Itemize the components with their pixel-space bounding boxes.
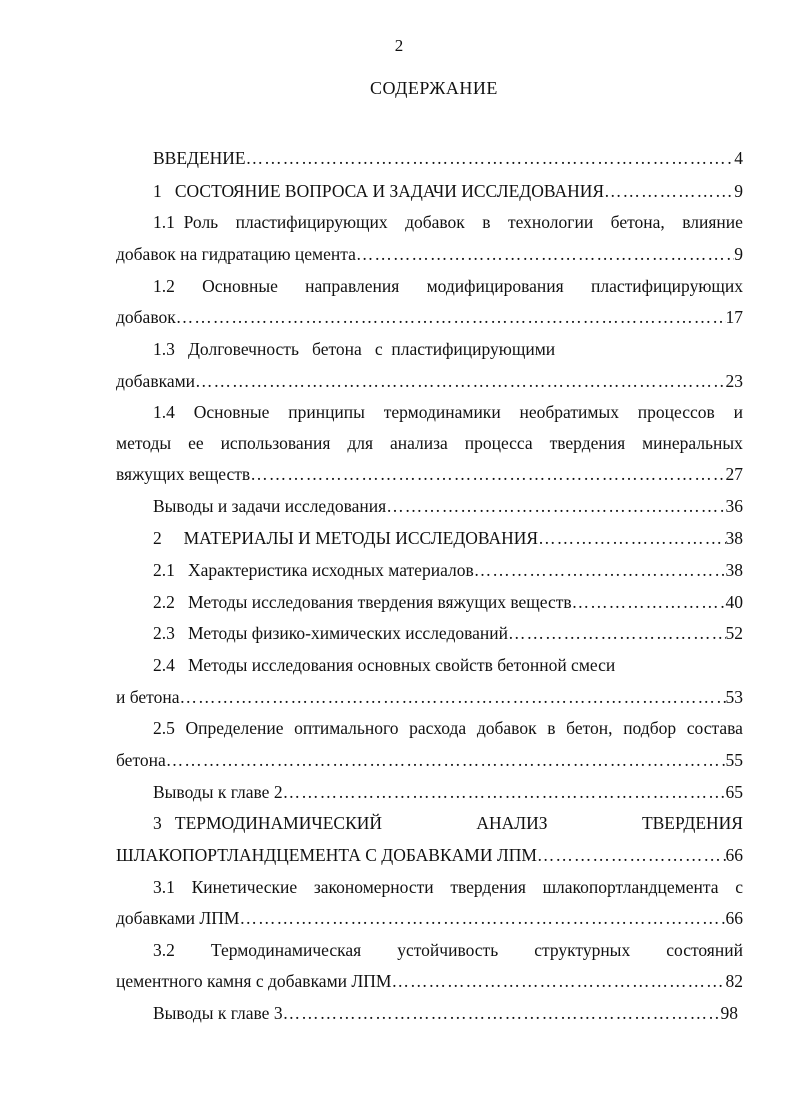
page-number: 2 (394, 36, 404, 55)
toc-entry-2-5-line1: 2.5 Определение оптимального расхода добавок в бетон, подбор состава (153, 718, 743, 738)
toc-entry-text: 2.3 Методы физико-химических исследований (153, 623, 509, 643)
toc-entry-chapter-2[interactable] (153, 527, 743, 549)
toc-entry-conclusions-2[interactable] (153, 781, 743, 803)
toc-entry-1-2-line1: 1.2 Основные направления модифицирования пластифицирующих (153, 276, 743, 296)
toc-entry-text: ВВЕДЕНИЕ (153, 148, 246, 168)
toc-page-number: 17 (725, 307, 743, 327)
toc-entry-text: и бетона (116, 687, 180, 707)
toc-entry-text: ШЛАКОПОРТЛАНДЦЕМЕНТА С ДОБАВКАМИ ЛПМ (116, 845, 537, 865)
toc-entry-1-3-line1: 1.3 Долговечность бетона с пластифицирующими (153, 339, 556, 359)
toc-entry-1-4-line2: методы ее использования для анализа процесса твердения минеральных (116, 433, 743, 453)
toc-entry-2-4-line1: 2.4 Методы исследования основных свойств бетонной смеси (153, 655, 616, 675)
toc-page-number: 23 (725, 371, 743, 391)
toc-entry-2-3[interactable] (153, 622, 743, 644)
toc-entry-1-2[interactable] (116, 306, 743, 328)
toc-entry-text: добавками ЛПМ (116, 908, 240, 928)
toc-entry-conclusions-3[interactable] (153, 1002, 738, 1024)
toc-entry-intro[interactable] (153, 147, 743, 169)
toc-entry-text: 2 МАТЕРИАЛЫ И МЕТОДЫ ИССЛЕДОВАНИЯ (153, 528, 539, 548)
toc-entry-text: 2.1 Характеристика исходных материалов (153, 560, 474, 580)
toc-entry-chapter-3-line1: 3 ТЕРМОДИНАМИЧЕСКИЙ АНАЛИЗ ТВЕРДЕНИЯ (153, 813, 743, 833)
toc-page-number: 40 (725, 592, 743, 612)
toc-entry-1-4[interactable] (116, 463, 743, 485)
toc-page-number: 98 (720, 1003, 738, 1023)
toc-entry-text: Выводы и задачи исследования (153, 496, 387, 516)
toc-entry-1-1[interactable] (116, 243, 743, 265)
toc-entry-2-1[interactable] (153, 559, 743, 581)
toc-entry-2-2[interactable] (153, 591, 743, 613)
page-title: СОДЕРЖАНИЕ (370, 78, 498, 98)
toc-entry-chapter-3[interactable] (116, 844, 743, 866)
toc-page-number: 55 (725, 750, 743, 770)
toc-page-number: 27 (725, 464, 743, 484)
toc-page-number: 52 (725, 623, 743, 643)
toc-page-number: 36 (725, 496, 743, 516)
toc-entry-1-4-line1: 1.4 Основные принципы термодинамики необратимых процессов и (153, 402, 743, 422)
toc-entry-1-1-line1: 1.1 Роль пластифицирующих добавок в технологии бетона, влияние (153, 212, 743, 232)
toc-entry-chapter-1[interactable] (153, 180, 743, 202)
toc-page-number: 66 (725, 908, 743, 928)
toc-entry-2-5[interactable] (116, 749, 743, 771)
toc-page-number: 65 (725, 782, 743, 802)
toc-entry-3-2-line1: 3.2 Термодинамическая устойчивость структурных состояний (153, 940, 743, 960)
toc-entry-3-2[interactable] (116, 970, 743, 992)
toc-entry-text: добавок на гидратацию цемента (116, 244, 356, 264)
toc-entry-text: добавками (116, 371, 196, 391)
toc-entry-text: 1 СОСТОЯНИЕ ВОПРОСА И ЗАДАЧИ ИССЛЕДОВАНИЯ (153, 181, 605, 201)
toc-page-number: 9 (734, 244, 743, 264)
toc-entry-text: бетона (116, 750, 166, 770)
toc-entry-text: вяжущих веществ (116, 464, 251, 484)
toc-entry-text: 2.2 Методы исследования твердения вяжущих веществ (153, 592, 572, 612)
toc-page-number: 82 (725, 971, 743, 991)
toc-entry-3-1-line1: 3.1 Кинетические закономерности твердения шлакопортландцемента с (153, 877, 743, 897)
toc-page-number: 38 (725, 528, 743, 548)
toc-entry-text: Выводы к главе 3 (153, 1003, 283, 1023)
toc-entry-text: Выводы к главе 2 (153, 782, 283, 802)
toc-entry-3-1[interactable] (116, 907, 743, 929)
toc-entry-text: добавок (116, 307, 176, 327)
toc-page-number: 53 (725, 687, 743, 707)
toc-entry-2-4[interactable] (116, 686, 743, 708)
toc-page-number: 38 (725, 560, 743, 580)
toc-entry-conclusions-1[interactable] (153, 495, 743, 517)
toc-entry-text: цементного камня с добавками ЛПМ (116, 971, 392, 991)
toc-entry-1-3[interactable] (116, 370, 743, 392)
toc-page-number: 4 (734, 148, 743, 168)
toc-page-number: 66 (725, 845, 743, 865)
toc-page-number: 9 (734, 181, 743, 201)
